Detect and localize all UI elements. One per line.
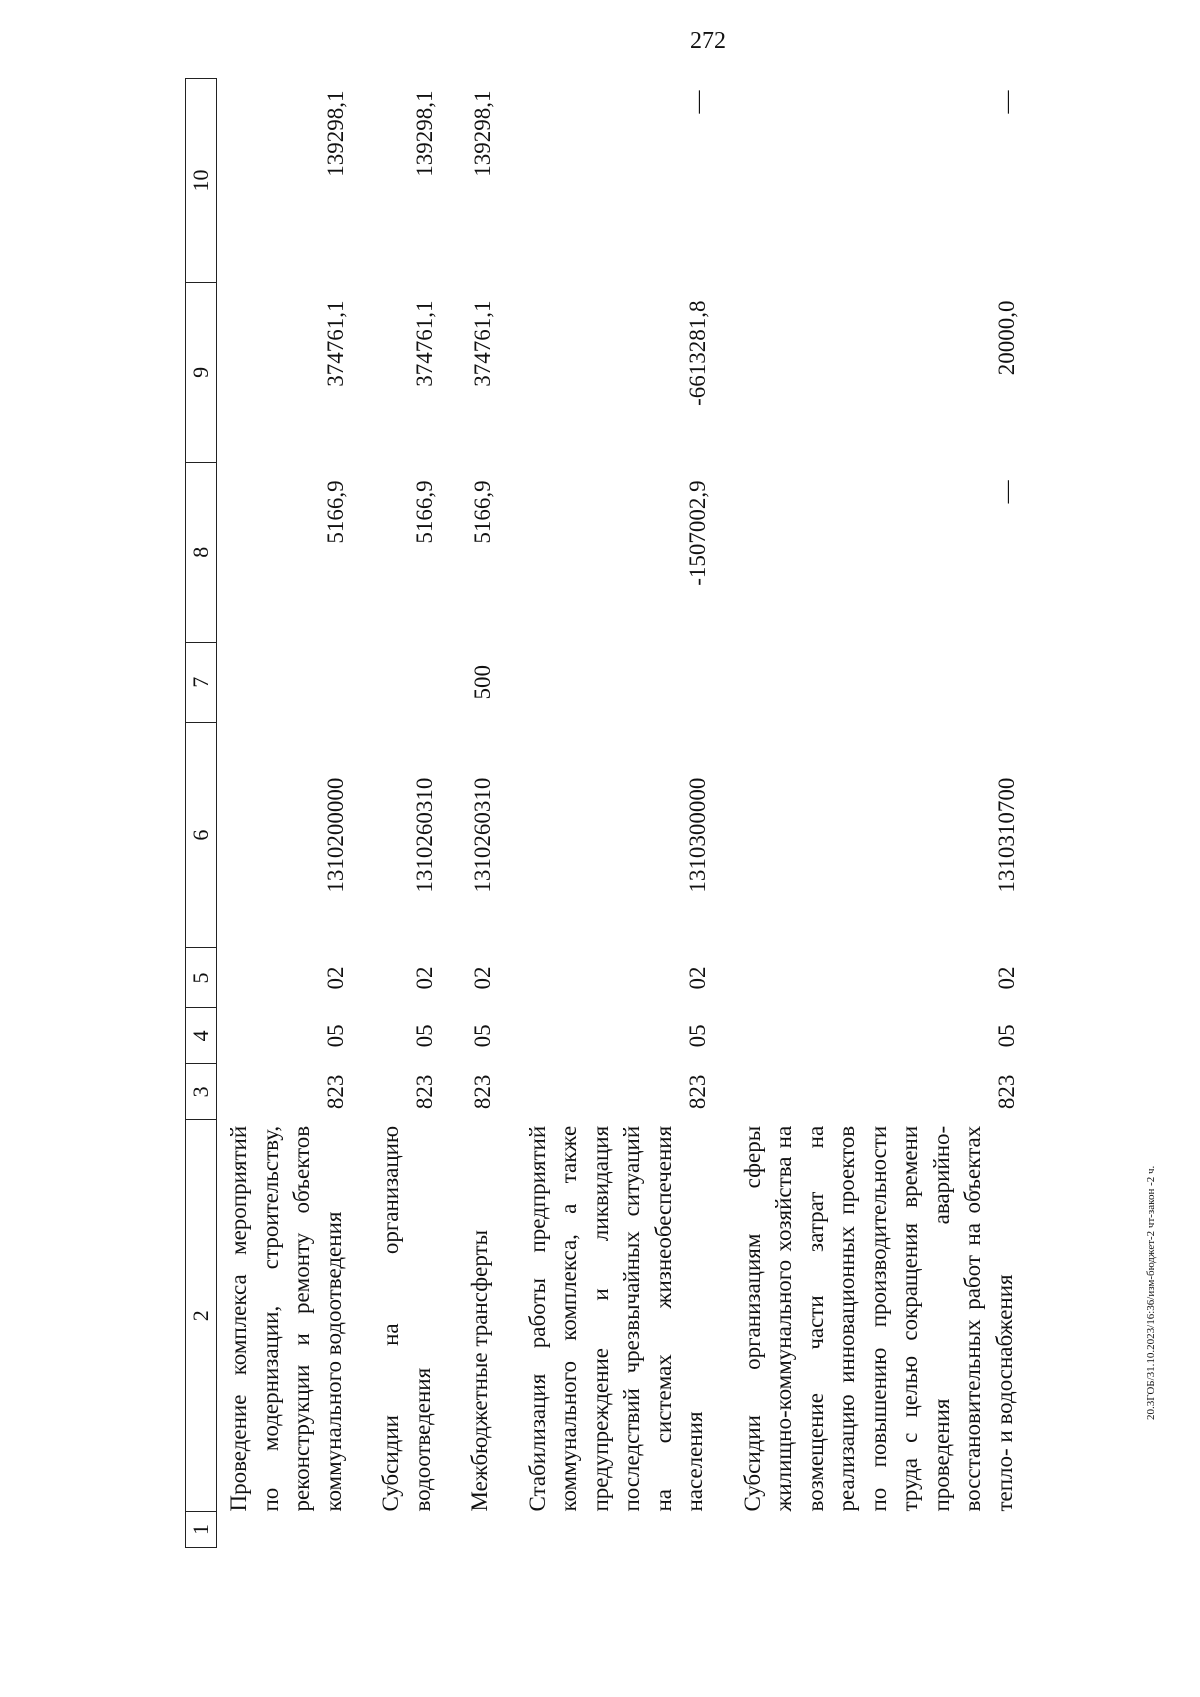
- cell-target-article: 1310300000: [684, 777, 710, 893]
- document-footer-code: 20.3ГОБ/31.10.2023/16:36/изм-бюджет-2 чт-закон -2 ч.: [1145, 1165, 1157, 1420]
- header-row: [186, 79, 217, 1548]
- table-row: [349, 79, 438, 1548]
- cell-admin-code: 823: [412, 1074, 437, 1110]
- cell-expense-type: [711, 642, 1021, 722]
- cell-admin-code: 823: [684, 1074, 710, 1110]
- cell-col-1: [711, 1512, 1021, 1548]
- table-row: [438, 79, 496, 1548]
- cell-value-col-8: —: [994, 480, 1019, 504]
- cell-value-col-10: —: [684, 90, 710, 114]
- cell-col-1: [217, 1512, 350, 1548]
- table-row: [496, 79, 711, 1548]
- cell-target-article: 1310310700: [994, 777, 1019, 893]
- cell-admin-code: 823: [323, 1074, 348, 1110]
- header-col-10: 10: [186, 79, 217, 283]
- cell-admin-code: 823: [994, 1074, 1019, 1110]
- cell-value-col-9: 374761,1: [469, 300, 495, 387]
- header-col-7: 7: [186, 642, 217, 722]
- cell-target-article: 1310260310: [469, 777, 495, 893]
- rotated-sheet: [185, 78, 1145, 1548]
- cell-section: 05: [994, 1024, 1019, 1048]
- cell-value-col-10: 139298,1: [412, 90, 437, 177]
- cell-value-col-8: 5166,9: [469, 480, 495, 544]
- cell-subsection: 02: [469, 966, 495, 990]
- cell-value-col-10: 139298,1: [323, 90, 348, 177]
- cell-col-1: [438, 1512, 496, 1548]
- budget-table: [185, 78, 1020, 1548]
- cell-value-col-9: 374761,1: [323, 300, 348, 387]
- cell-expense-type: 500: [469, 664, 495, 700]
- cell-item-name: Стабилизация работы предприятий коммунального комплекса, а также предупреждение и ликвидация последствий чрезвычайных ситуаций на системах жизнеобеспечения населения: [524, 1125, 707, 1512]
- cell-value-col-10: —: [994, 90, 1019, 114]
- cell-subsection: 02: [994, 966, 1019, 990]
- cell-value-col-9: 374761,1: [412, 300, 437, 387]
- cell-section: 05: [684, 1024, 710, 1048]
- cell-section: 05: [469, 1024, 495, 1048]
- cell-item-name: Субсидии на организацию водоотведения: [378, 1125, 435, 1512]
- cell-col-1: [349, 1512, 438, 1548]
- cell-target-article: 1310260310: [412, 777, 437, 893]
- header-col-6: 6: [186, 722, 217, 948]
- cell-value-col-8: -1507002,9: [684, 480, 710, 586]
- cell-expense-type: [349, 642, 438, 722]
- cell-item-name: Проведение комплекса мероприятий по модернизации, строительству, реконструкции и ремонту объектов коммунального водоотведения: [226, 1125, 346, 1512]
- header-col-1: 1: [186, 1512, 217, 1548]
- cell-subsection: 02: [323, 966, 348, 990]
- cell-section: 05: [412, 1024, 437, 1048]
- table-row: [711, 79, 1021, 1548]
- cell-value-col-10: 139298,1: [469, 90, 495, 177]
- cell-item-name: Межбюджетные трансферты: [467, 1229, 492, 1512]
- cell-value-col-8: 5166,9: [323, 480, 348, 544]
- header-col-4: 4: [186, 1008, 217, 1064]
- cell-subsection: 02: [684, 966, 710, 990]
- cell-admin-code: 823: [469, 1074, 495, 1110]
- cell-item-name: Субсидии организациям сферы жилищно-коммунального хозяйства на возмещение части затрат на реализацию инновационных проектов по повышению производительности труда с целью сокращения времени проведения аварийно-восстановительных работ на объектах тепло- и водоснабжения: [739, 1125, 1017, 1512]
- header-col-9: 9: [186, 282, 217, 462]
- header-col-3: 3: [186, 1064, 217, 1120]
- cell-target-article: 1310200000: [323, 777, 348, 893]
- cell-expense-type: [496, 642, 711, 722]
- cell-value-col-8: 5166,9: [412, 480, 437, 544]
- header-col-8: 8: [186, 462, 217, 642]
- cell-value-col-9: 20000,0: [994, 300, 1019, 376]
- page-number: 272: [690, 28, 726, 54]
- cell-section: 05: [323, 1024, 348, 1048]
- cell-col-1: [496, 1512, 711, 1548]
- header-col-5: 5: [186, 948, 217, 1008]
- cell-subsection: 02: [412, 966, 437, 990]
- cell-expense-type: [217, 642, 350, 722]
- header-col-2: 2: [186, 1120, 217, 1512]
- table-row: [217, 79, 350, 1548]
- cell-value-col-9: -6613281,8: [684, 300, 710, 406]
